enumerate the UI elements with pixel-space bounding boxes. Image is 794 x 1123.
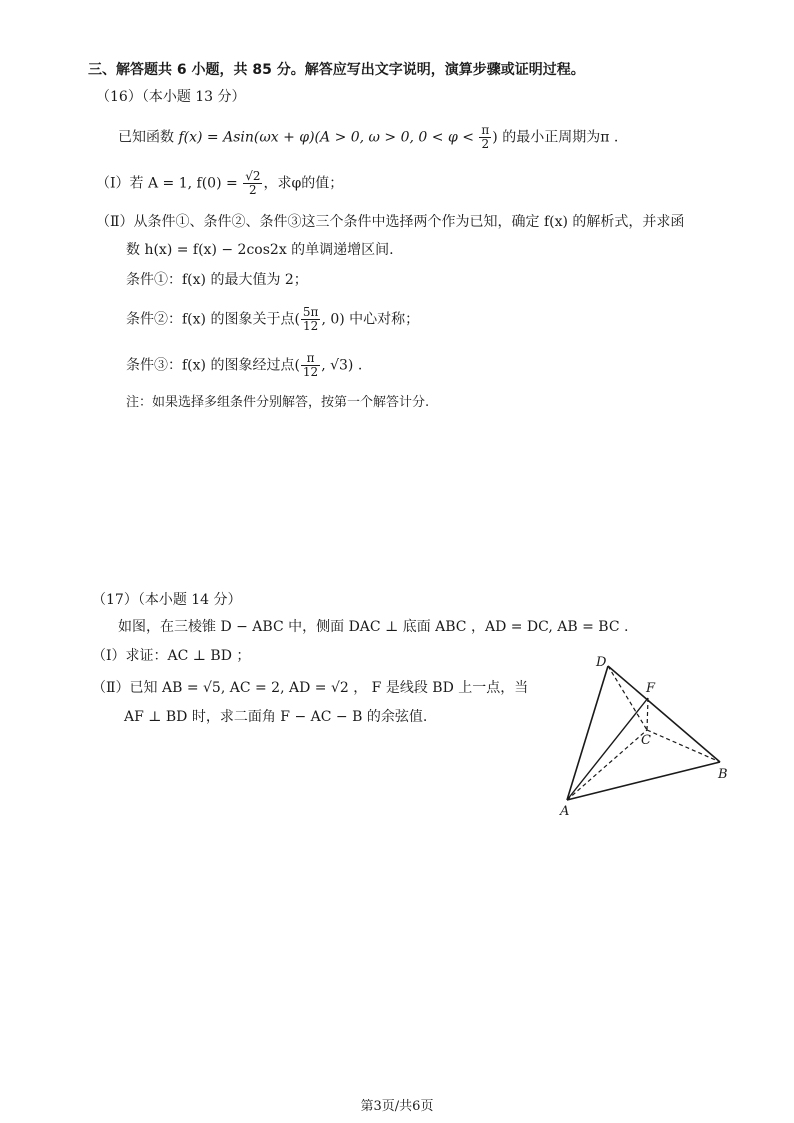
q16-part1-frac-den: 2	[249, 183, 257, 197]
q16-cond2-frac	[301, 306, 321, 333]
q16-part1-suffix: ，求φ的值；	[263, 175, 344, 192]
q16-stem-frac-den: 2	[481, 137, 490, 151]
q16-part1-frac	[243, 170, 262, 197]
q16-stem-frac	[479, 124, 491, 151]
label-D: D	[596, 655, 607, 670]
q16-stem-prefix: 已知函数	[118, 129, 179, 146]
q16-stem-suffix: ) 的最小正周期为π .	[492, 129, 619, 146]
q16-header: （16）（本小题 13 分）	[96, 89, 246, 105]
q16-cond3-suffix: , √3) .	[321, 357, 363, 374]
edge-AB	[567, 762, 720, 800]
q16-cond3-frac	[301, 352, 320, 379]
q16-cond3-frac-den: 12	[302, 365, 319, 379]
q16-cond3	[126, 352, 362, 379]
label-A: A	[560, 804, 570, 819]
q16-cond3-frac-num: π	[301, 352, 320, 366]
edge-CB	[647, 730, 720, 762]
label-B: B	[718, 767, 728, 782]
q16-stem-func: f(x) = Asin(ωx + φ)(A > 0, ω > 0, 0 < φ <	[178, 129, 479, 146]
q16-part1-frac-num: √2	[245, 169, 261, 183]
q16-stem	[118, 124, 618, 151]
segment-AF	[567, 698, 648, 800]
q16-cond2	[126, 306, 419, 333]
page-number: 第3页/共6页	[360, 1099, 434, 1114]
section-heading: 三、解答题共 6 小题，共 85 分。解答应写出文字说明，演算步骤或证明过程。	[88, 62, 585, 78]
q16-cond2-prefix: 条件②：f(x) 的图象关于点(	[126, 311, 300, 328]
label-F: F	[646, 681, 656, 696]
q16-part2-line1: （Ⅱ）从条件①、条件②、条件③这三个条件中选择两个作为已知，确定 f(x) 的解析式，并求函	[96, 214, 685, 230]
q16-stem-frac-num: π	[481, 123, 490, 137]
tetrahedron-diagram	[550, 650, 740, 820]
q16-part1	[96, 170, 343, 197]
q17-part2-line1: （Ⅱ）已知 AB = √5, AC = 2, AD = √2 ， F 是线段 BD 上一点，当	[92, 680, 529, 696]
q17-header: （17）（本小题 14 分）	[92, 592, 242, 608]
q16-cond2-frac-num: 5π	[302, 305, 319, 319]
q16-note: 注：如果选择多组条件分别解答，按第一个解答计分.	[126, 395, 430, 410]
edge-DB	[608, 666, 720, 762]
q16-part2-line2: 数 h(x) = f(x) − 2cos2x 的单调递增区间.	[126, 242, 394, 258]
q16-cond2-suffix: , 0) 中心对称；	[321, 311, 420, 328]
edge-DC	[608, 666, 647, 730]
label-C: C	[641, 733, 651, 748]
segment-FC	[647, 698, 648, 730]
q17-part2-line2: AF ⊥ BD 时，求二面角 F − AC − B 的余弦值.	[124, 709, 428, 725]
edge-DA	[567, 666, 608, 800]
q17-part1: （Ⅰ）求证：AC ⊥ BD ；	[92, 648, 251, 664]
q16-part1-prefix: （Ⅰ）若 A = 1, f(0) =	[96, 175, 243, 192]
q16-cond3-prefix: 条件③：f(x) 的图象经过点(	[126, 357, 300, 374]
q17-stem: 如图，在三棱锥 D − ABC 中，侧面 DAC ⊥ 底面 ABC ，AD = DC, AB = BC .	[118, 619, 629, 635]
q16-cond1: 条件①：f(x) 的最大值为 2；	[126, 272, 308, 288]
q16-cond2-frac-den: 12	[303, 319, 319, 333]
